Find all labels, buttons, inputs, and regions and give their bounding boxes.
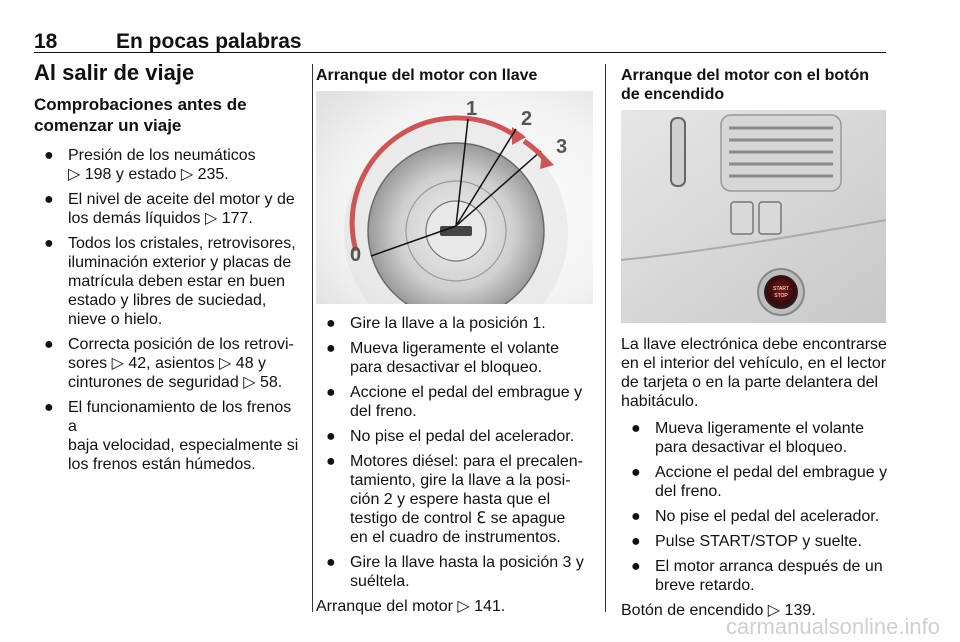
start-stop-button-label: START <box>773 286 789 292</box>
list-item-text: ▷ 198 y estado ▷ 235. <box>68 166 229 183</box>
list-item: ● El nivel de aceite del motor y de los demás líquidos ▷ 177. <box>44 191 295 227</box>
list-item-text: Accione el pedal del embrague y <box>655 464 888 481</box>
list-item-text: baja velocidad, especialmente si <box>68 437 299 454</box>
start-stop-button-label: STOP <box>774 293 788 299</box>
column-divider-1 <box>312 64 313 612</box>
page-header-title: En pocas palabras <box>116 30 302 53</box>
list-item-text: testigo de control ℇ se apague <box>350 510 566 527</box>
ignition-key-figure <box>316 91 593 304</box>
list-item: ● El motor arranca después de un breve retardo. <box>631 558 883 594</box>
paragraph-line: de tarjeta o en la parte delantera del <box>621 374 879 391</box>
list-item-text: No pise el pedal del acelerador. <box>655 508 880 525</box>
list-item-text: Mueva ligeramente el volante <box>655 420 865 437</box>
switch <box>759 202 781 234</box>
cross-reference: Botón de encendido ▷ 139. <box>621 602 816 619</box>
key-slot <box>440 226 472 236</box>
key-start-steps <box>316 314 593 591</box>
subsection-heading-line: comenzar un viaje <box>34 116 182 135</box>
list-item-text: nieve o hielo. <box>68 311 163 328</box>
list-item-text: No pise el pedal del acelerador. <box>350 428 575 445</box>
list-item: ● Accione el pedal del embrague y del freno. <box>326 384 583 420</box>
list-item-text: cinturones de seguridad ▷ 58. <box>68 374 283 391</box>
list-item: ● Correcta posición de los retrovi- sores ▷ 42, asientos ▷ 48 y cinturones de seguridad ▷ 58. <box>44 336 294 391</box>
dashboard-illustration <box>621 110 886 323</box>
paragraph-line: habitáculo. <box>621 393 699 410</box>
list-item: ● Accione el pedal del embrague y del freno. <box>631 464 888 500</box>
list-item-text: Motores diésel: para el precalen- <box>350 453 584 470</box>
start-stop-button <box>764 275 798 309</box>
list-item-text: El motor arranca después de un <box>655 558 883 575</box>
page-number: 18 <box>34 30 58 53</box>
section-heading: Al salir de viaje <box>34 60 195 85</box>
list-item: ● El funcionamiento de los frenos a baja velocidad, especialmente si los frenos están húmedos. <box>44 399 299 473</box>
list-item-text: estado y libres de suciedad, <box>68 292 267 309</box>
paragraph <box>621 335 891 411</box>
section-heading-line: Arranque del motor con el botón <box>621 67 870 84</box>
position-label-2: 2 <box>521 108 533 130</box>
ignition-lock-illustration <box>316 91 593 304</box>
list-item: ● Mueva ligeramente el volante para desactivar el bloqueo. <box>326 340 560 376</box>
list-item-text: los demás líquidos ▷ 177. <box>68 210 253 227</box>
watermark: carmanualsonline.info <box>725 614 940 639</box>
list-item-text: Mueva ligeramente el volante <box>350 340 560 357</box>
list-item-text: Todos los cristales, retrovisores, <box>68 235 296 252</box>
list-item-text: matrícula deben estar en buen <box>68 273 286 290</box>
paragraph-line: La llave electrónica debe encontrarse <box>621 336 887 353</box>
paragraph-line: en el interior del vehículo, en el lector <box>621 355 887 372</box>
list-item-text: tamiento, gire la llave a la posi- <box>350 472 571 489</box>
list-item-text: ción 2 y espere hasta que el <box>350 491 551 508</box>
section-heading <box>621 66 891 104</box>
position-label-1: 1 <box>466 98 478 120</box>
list-item: ● Motores diésel: para el precalen- tamiento, gire la llave a la posi- ción 2 y espere hasta que el testigo de control ℇ se apague en el cuadro de instrumentos. <box>326 453 584 546</box>
list-item-text: del freno. <box>350 403 417 420</box>
list-item-text: Pulse START/STOP y suelte. <box>655 533 862 550</box>
list-item: ● Gire la llave a la posición 1. <box>326 315 546 332</box>
list-item: ● Pulse START/STOP y suelte. <box>631 533 862 550</box>
cross-reference: Arranque del motor ▷ 141. <box>316 598 506 615</box>
start-stop-figure <box>621 110 886 323</box>
column-3 <box>621 60 891 620</box>
list-item-text: del freno. <box>655 483 722 500</box>
list-item: ● Todos los cristales, retrovisores, iluminación exterior y placas de matrícula deben estar en buen estado y libres de suciedad, nieve o hielo. <box>44 235 296 328</box>
list-item-text: los frenos están húmedos. <box>68 456 256 473</box>
position-label-3: 3 <box>556 136 568 158</box>
list-item-text: Gire la llave hasta la posición 3 y <box>350 554 584 571</box>
list-item-text: El funcionamiento de los frenos a <box>68 399 292 435</box>
list-item: ● No pise el pedal del acelerador. <box>326 428 575 445</box>
list-item-text: suéltela. <box>350 573 410 590</box>
subsection-heading-line: Comprobaciones antes de <box>34 95 247 114</box>
list-item-text: Presión de los neumáticos <box>68 147 256 164</box>
switch <box>731 202 753 234</box>
list-item: ● Gire la llave hasta la posición 3 y suéltela. <box>326 554 584 590</box>
list-item-text: para desactivar el bloqueo. <box>655 439 848 456</box>
list-item-text: en el cuadro de instrumentos. <box>350 529 561 546</box>
subsection-heading <box>34 94 304 136</box>
position-label-0: 0 <box>350 244 362 266</box>
list-item-text: Correcta posición de los retrovi- <box>68 336 294 353</box>
list-item-text: El nivel de aceite del motor y de <box>68 191 295 208</box>
section-heading: Arranque del motor con llave <box>316 67 538 84</box>
list-item-text: breve retardo. <box>655 577 755 594</box>
card-reader <box>671 118 685 186</box>
list-item-text: Accione el pedal del embrague y <box>350 384 583 401</box>
column-2 <box>316 60 593 616</box>
list-item-text: sores ▷ 42, asientos ▷ 48 y <box>68 355 267 372</box>
header-divider <box>34 52 886 53</box>
list-item-text: para desactivar el bloqueo. <box>350 359 543 376</box>
list-item: ● Mueva ligeramente el volante para desactivar el bloqueo. <box>631 420 865 456</box>
list-item: ● No pise el pedal del acelerador. <box>631 508 880 525</box>
section-heading-line: de encendido <box>621 86 725 103</box>
column-1 <box>34 60 304 480</box>
checklist <box>34 146 304 474</box>
list-item: ● Presión de los neumáticos ▷ 198 y estado ▷ 235. <box>44 147 256 183</box>
list-item-text: iluminación exterior y placas de <box>68 254 292 271</box>
column-divider-2 <box>605 64 606 612</box>
list-item-text: Gire la llave a la posición 1. <box>350 315 546 332</box>
button-start-steps <box>621 419 891 595</box>
